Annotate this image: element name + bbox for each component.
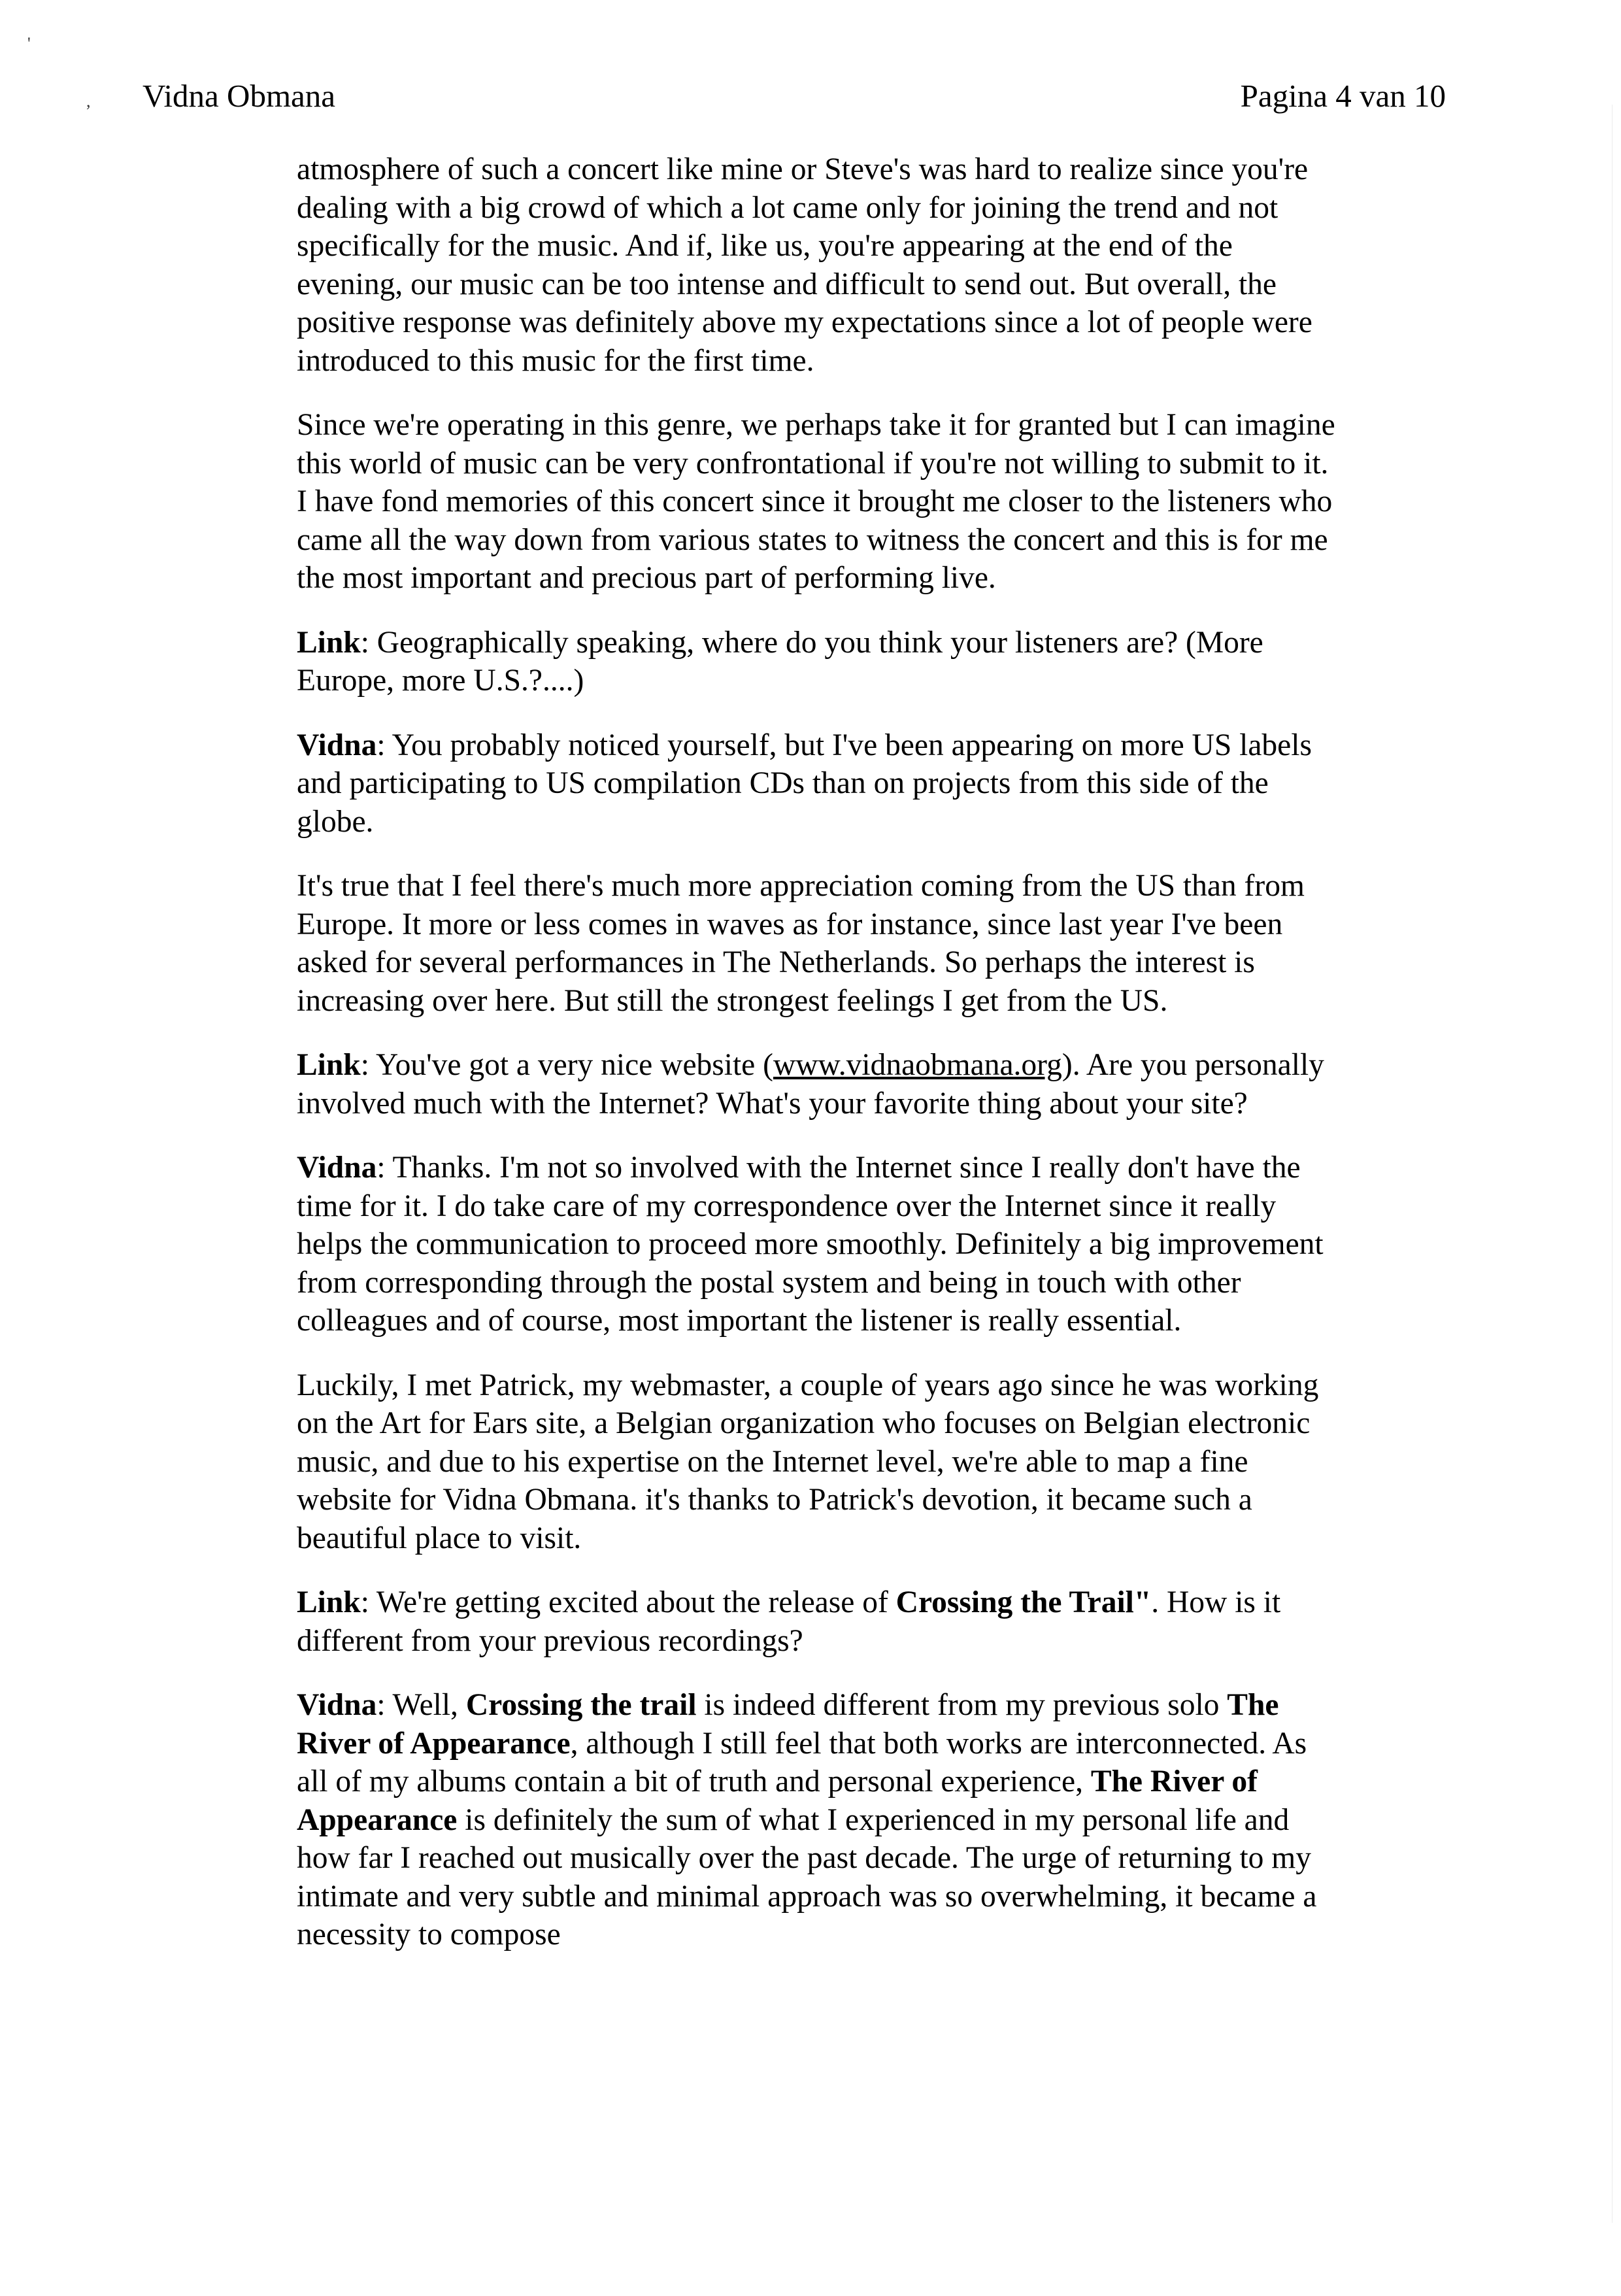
text-run: : Geographically speaking, where do you think your listeners are? (More Europe, more U.S.?....): [297, 625, 1263, 698]
text-run: Luckily, I met Patrick, my webmaster, a couple of years ago since he was working on the Art for Ears site, a Belgian organization who focuses on Belgian electronic music, and due to his expertise on the Internet level, we're able to map a fine website for Vidna Obmana. it's thanks to Patrick's devotion, it became such a beautiful place to visit.: [297, 1368, 1319, 1555]
paragraph: [297, 1583, 1343, 1660]
website-link[interactable]: www.vidnaobmana.org: [773, 1048, 1062, 1082]
paragraph: [297, 867, 1343, 1020]
bold-text: Vidna: [297, 1151, 377, 1185]
text-run: It's true that I feel there's much more appreciation coming from the US than from Europe. It more or less comes in waves as for instance, since last year I've been asked for several performances in The Netherlands. So perhaps the interest is increasing over here. But still the strongest feelings I get from the US.: [297, 869, 1305, 1018]
page-number: Pagina 4 van 10: [1240, 78, 1446, 114]
text-run: , although I still feel that both works are interconnected. As all of my albums contain a bit of truth and personal experience,: [297, 1726, 1307, 1798]
text-run: is indeed different from my previous solo: [696, 1688, 1228, 1722]
text-run: : Well,: [376, 1688, 466, 1722]
text-run: ). Are you personally involved much with the Internet? What's your favorite thing about your site?: [297, 1048, 1324, 1121]
bold-text: Crossing the Trail": [895, 1585, 1152, 1619]
bold-text: Link: [297, 625, 361, 660]
paragraph: [297, 726, 1343, 841]
bold-text: Vidna: [297, 728, 377, 762]
text-run: atmosphere of such a concert like mine or Steve's was hard to realize since you're dealing with a big crowd of which a lot came only for joining the trend and not specifically for the music. And if, like us, you're appearing at the end of the evening, our music can be too intense and difficult to send out. But overall, the positive response was definitely above my expectations since a lot of people were introduced to this music for the first time.: [297, 152, 1312, 378]
scan-edge: [1612, 105, 1613, 2223]
scan-mark: ,: [86, 92, 91, 110]
header-title: Vidna Obmana: [142, 78, 336, 114]
bold-text: The River of Appearance: [297, 1688, 1279, 1761]
text-run: is definitely the sum of what I experienced in my personal life and how far I reached out musically over the past decade. The urge of returning to my intimate and very subtle and minimal approach was so overwhelming, it became a necessity to compose: [297, 1802, 1317, 1951]
bold-text: Vidna: [297, 1688, 377, 1722]
paragraph: [297, 1046, 1343, 1123]
text-run: : We're getting excited about the release of: [360, 1585, 896, 1619]
bold-text: Link: [297, 1048, 361, 1082]
text-run: Since we're operating in this genre, we perhaps take it for granted but I can imagine this world of music can be very confrontational if you're not willing to submit to it. I have fond memories of this concert since it brought me closer to the listeners who came all the way down from various states to witness the concert and this is for me the most important and precious part of performing live.: [297, 408, 1335, 595]
text-run: . How is it different from your previous recordings?: [297, 1585, 1281, 1658]
paragraph: [297, 1686, 1343, 1954]
paragraph: [297, 1366, 1343, 1558]
text-run: : You've got a very nice website (: [360, 1048, 773, 1082]
bold-text: Link: [297, 1585, 361, 1619]
paragraph: [297, 150, 1343, 380]
scan-mark: ': [27, 34, 31, 53]
text-run: : You probably noticed yourself, but I've been appearing on more US labels and participating to US compilation CDs than on projects from this side of the globe.: [297, 728, 1312, 839]
bold-text: The River of Appearance: [297, 1764, 1258, 1837]
paragraph: [297, 624, 1343, 700]
text-run: : Thanks. I'm not so involved with the Internet since I really don't have the time for it. I do take care of my correspondence over the Internet since it really helps the communication to proceed more smoothly. Definitely a big improvement from corresponding through the postal system and being in touch with other colleagues and of course, most important the listener is really essential.: [297, 1151, 1324, 1338]
document-body: [297, 150, 1343, 1980]
paragraph: [297, 406, 1343, 598]
bold-text: Crossing the trail: [465, 1688, 697, 1722]
paragraph: [297, 1149, 1343, 1340]
